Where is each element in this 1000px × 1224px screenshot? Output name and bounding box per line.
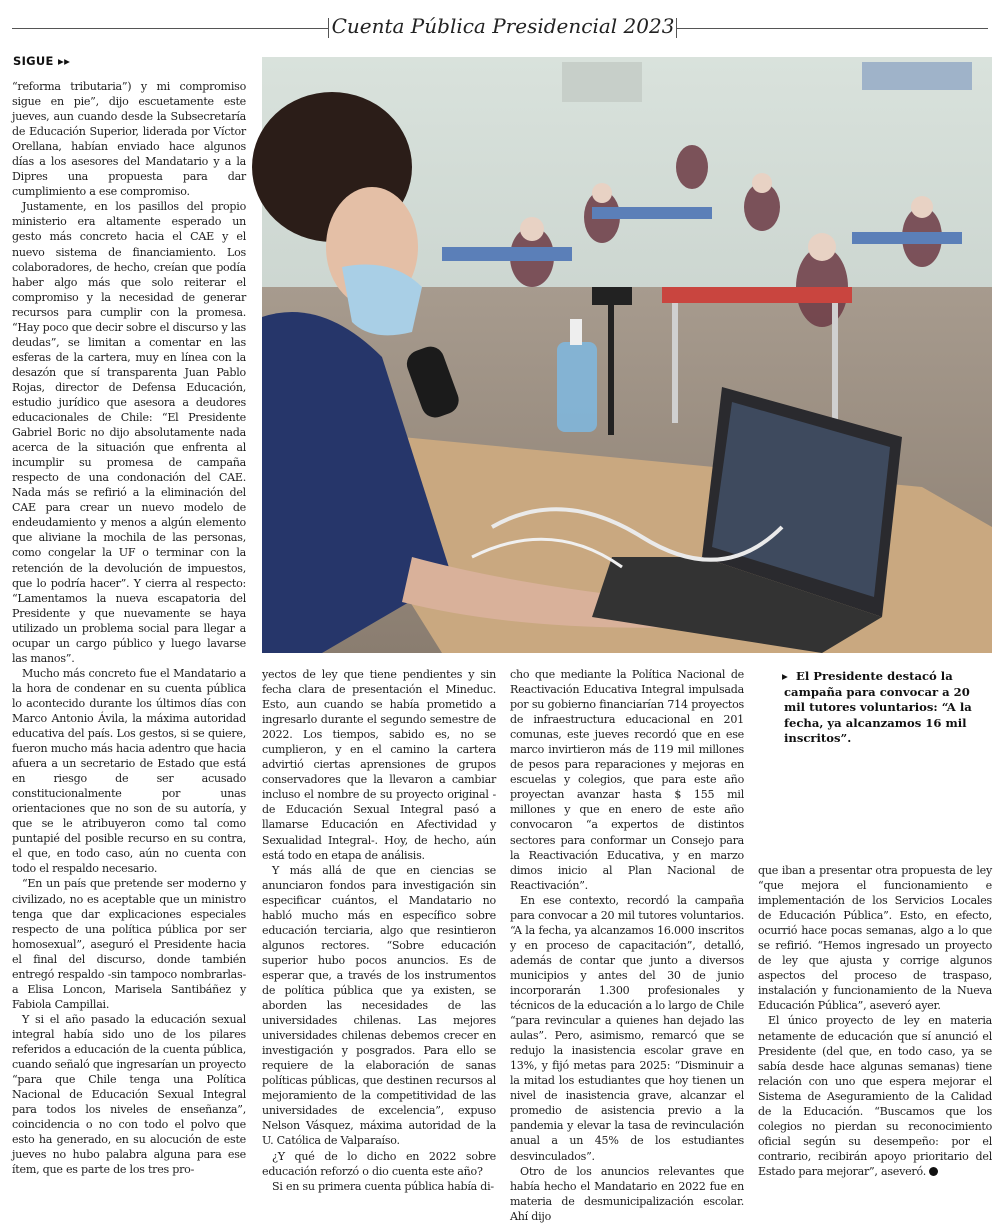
paragraph-text: El único proyecto de ley en materia netamente de educación que sí anunció el Presidente (del que, en todo caso, ya se sabía desde hace algunas semanas) tiene relación con uno que espera mejorar el Sistema de Aseguramiento de la Calidad de la Educación. “Buscamos que los colegios no pierdan su reconocimiento oficial según su desempeño: por el contrario, recibirán apoyo prioritario del Estado para mejorar”, aseveró. (758, 1014, 992, 1178)
caption-text: El Presidente destacó la campaña para convocar a 20 mil tutores voluntarios: “A la fecha, ya alcanzamos 16 mil inscritos”. (784, 669, 972, 745)
article-column-4 (758, 863, 992, 1213)
header-rule-left (12, 28, 328, 29)
section-title: Cuenta Pública Presidencial 2023 (331, 14, 675, 38)
header-rule-right (676, 28, 988, 29)
paragraph: Mucho más concreto fue el Mandatario a la hora de condenar en su cuenta pública lo acontecido durante los últimos días con Marco Antonio Ávila, la máxima autoridad educativa del país. Los gestos, si se quiere, fueron mucho más hacia adentro que hacia afuera a un secretario de Estado que está en riesgo de ser acusado constitucionalmente por unas orientaciones que no son de su autoría, y que se le atribuyeron como tal como puntapié del posible recurso en su contra, el que, en todo caso, aún no cuenta con todo el respaldo necesario. (12, 666, 246, 876)
paragraph: Otro de los anuncios relevantes que había hecho el Mandatario en 2022 fue en materia de desmunicipalización escolar. Ahí dijo (510, 1164, 744, 1223)
end-mark-icon (929, 1167, 938, 1176)
photo-caption (784, 669, 984, 747)
article-column-2 (262, 667, 496, 1212)
continued-label: SIGUE ▸▸ (13, 54, 71, 68)
paragraph: Y si el año pasado la educación sexual integral había sido uno de los pilares referidos a educación de la cuenta pública, cuando señaló que ingresarían un proyecto “para que Chile tenga una Política Nacional de Educación Sexual Integral para todos los niveles de enseñanza”, coincidencia o no con todo el polvo que esto ha generado, en su alocución de este jueves no hubo palabra alguna para ese ítem, que es parte de los tres pro- (12, 1012, 246, 1177)
section-header (0, 8, 1000, 44)
paragraph: En ese contexto, recordó la campaña para convocar a 20 mil tutores voluntarios. “A la fecha, ya alcanzamos 16.000 inscritos y en proceso de capacitación”, detalló, además de contar que junto a diversos municipios y antes del 30 de junio incorporarán 1.300 profesionales y técnicos de la educación a lo largo de Chile “para revincular a quienes han dejado las aulas”. Pero, asimismo, remarcó que se redujo la inasistencia escolar grave en 13%, y fijó metas para 2025: “Disminuir a la mitad los estudiantes que hoy tienen un nivel de inasistencia grave, alcanzar el promedio de asistencia previo a la pandemia y elevar la tasa de revinculación anual a un 45% de los estudiantes desvinculados”. (510, 893, 744, 1163)
paragraph: Justamente, en los pasillos del propio ministerio era altamente esperado un gesto más concreto hacia el CAE y el nuevo sistema de financiamiento. Los colaboradores, de hecho, creían que podía haber algo más que solo reiterar el compromiso y la necesidad de generar recursos para cumplir con la promesa. “Hay poco que decir sobre el discurso y las deudas”, se limitan a comentar en las esferas de la cartera, muy en línea con la desazón que sí transparenta Juan Pablo Rojas, director de Defensa Educación, estudio jurídico que asesora a deudores educacionales de Chile: “El Presidente Gabriel Boric no dijo absolutamente nada acerca de la situación que enfrenta al incumplir su promesa de campaña respecto de una condonación del CAE. Nada más se refirió a la eliminación del CAE para crear un nuevo modelo de endeudamiento y menos a algún elemento que aliviane la mochila de las personas, como congelar la UF o terminar con la retención de la devolución de impuestos, que lo podría hacer”. Y cierra al respecto: “Lamentamos la nueva escapatoria del Presidente y que nuevamente se haya utilizado un problema social para llegar a ocupar un cargo público y luego lavarse las manos”. (12, 200, 246, 665)
paragraph: Si en su primera cuenta pública había di- (272, 1179, 494, 1193)
paragraph: Y más allá de que en ciencias se anunciaron fondos para investigación sin especificar cuántos, el Mandatario no habló mucho más en específico sobre educación terciaria, algo que resintieron algunos rectores. “Sobre educación superior hubo pocos anuncios. Es de esperar que, a través de los instrumentos de política pública que ya existen, se aborden las necesidades de las universidades chilenas. Las mejores universidades chilenas debemos crecer en investigación y posgrados. Para ello se requiere de la elaboración de sanas políticas públicas, que destinen recursos al mejoramiento de la competitividad de las universidades de excelencia”, expuso Nelson Vásquez, máxima autoridad de la U. Católica de Valparaíso. (262, 863, 496, 1148)
paragraph: yectos de ley que tiene pendientes y sin fecha clara de presentación el Mineduc. Esto, aun cuando se había prometido a ingresarlo durante el segundo semestre de 2022. Los tiempos, sabido es, no se cumplieron, y en el camino la cartera advirtió ciertas aprensiones de grupos conservadores que la llevaron a cambiar incluso el nombre de su proyecto original -de Educación Sexual Integral pasó a llamarse Educación en Afectividad y Sexualidad Integral-. Hoy, de hecho, aún está todo en etapa de análisis. (262, 668, 496, 862)
article-column-1 (12, 79, 246, 1209)
paragraph: ¿Y qué de lo dicho en 2022 sobre educación reforzó o dio cuenta este año? (262, 1149, 496, 1178)
classroom-photo (262, 57, 992, 653)
paragraph: “En un país que pretende ser moderno y civilizado, no es aceptable que un ministro tenga que dar explicaciones especiales respecto de una política pública por ser homosexual”, aseguró el Presidente hacia el final del discurso, donde también entregó respaldo -sin tampoco nombrarlas- a Elisa Loncon, Marisela Santibáñez y Fabiola Campillai. (12, 877, 246, 1011)
paragraph-last (758, 1013, 992, 1179)
paragraph: cho que mediante la Política Nacional de Reactivación Educativa Integral impulsada por su gobierno financiarían 714 proyectos de infraestructura educacional en 201 comunas, este jueves recordó que en ese marco invirtieron más de 119 mil millones de pesos para reparaciones y mejoras en escuelas y colegios, que para este año proyectan avanzar hasta $ 155 mil millones y que en enero de este año convocaron “a expertos de distintos sectores para conformar un Consejo para la Reactivación Educativa, y en marzo dimos inicio al Plan Nacional de Reactivación”. (510, 668, 744, 892)
paragraph: que iban a presentar otra propuesta de ley “que mejora el funcionamiento e implementación de los Servicios Locales de Educación Pública”. Esto, en efecto, ocurrió hace pocas semanas, algo a lo que se refirió. “Hemos ingresado un proyecto de ley que ajusta y corrige algunos aspectos del proceso de traspaso, instalación y funcionamiento de la Nueva Educación Pública”, aseveró ayer. (758, 864, 992, 1013)
header-tick-left (328, 18, 329, 38)
article-column-3 (510, 667, 744, 1223)
paragraph: “reforma tributaria”) y mi compromiso sigue en pie”, dijo escuetamente este jueves, aun cuando desde la Subsecretaría de Educación Superior, liderada por Víctor Orellana, habían enviado hace algunos días a los asesores del Mandatario y a la Dipres una propuesta para dar cumplimiento a ese compromiso. (12, 80, 246, 199)
caption-arrow-icon: ▸ (782, 669, 788, 683)
photo-illustration (262, 57, 992, 653)
